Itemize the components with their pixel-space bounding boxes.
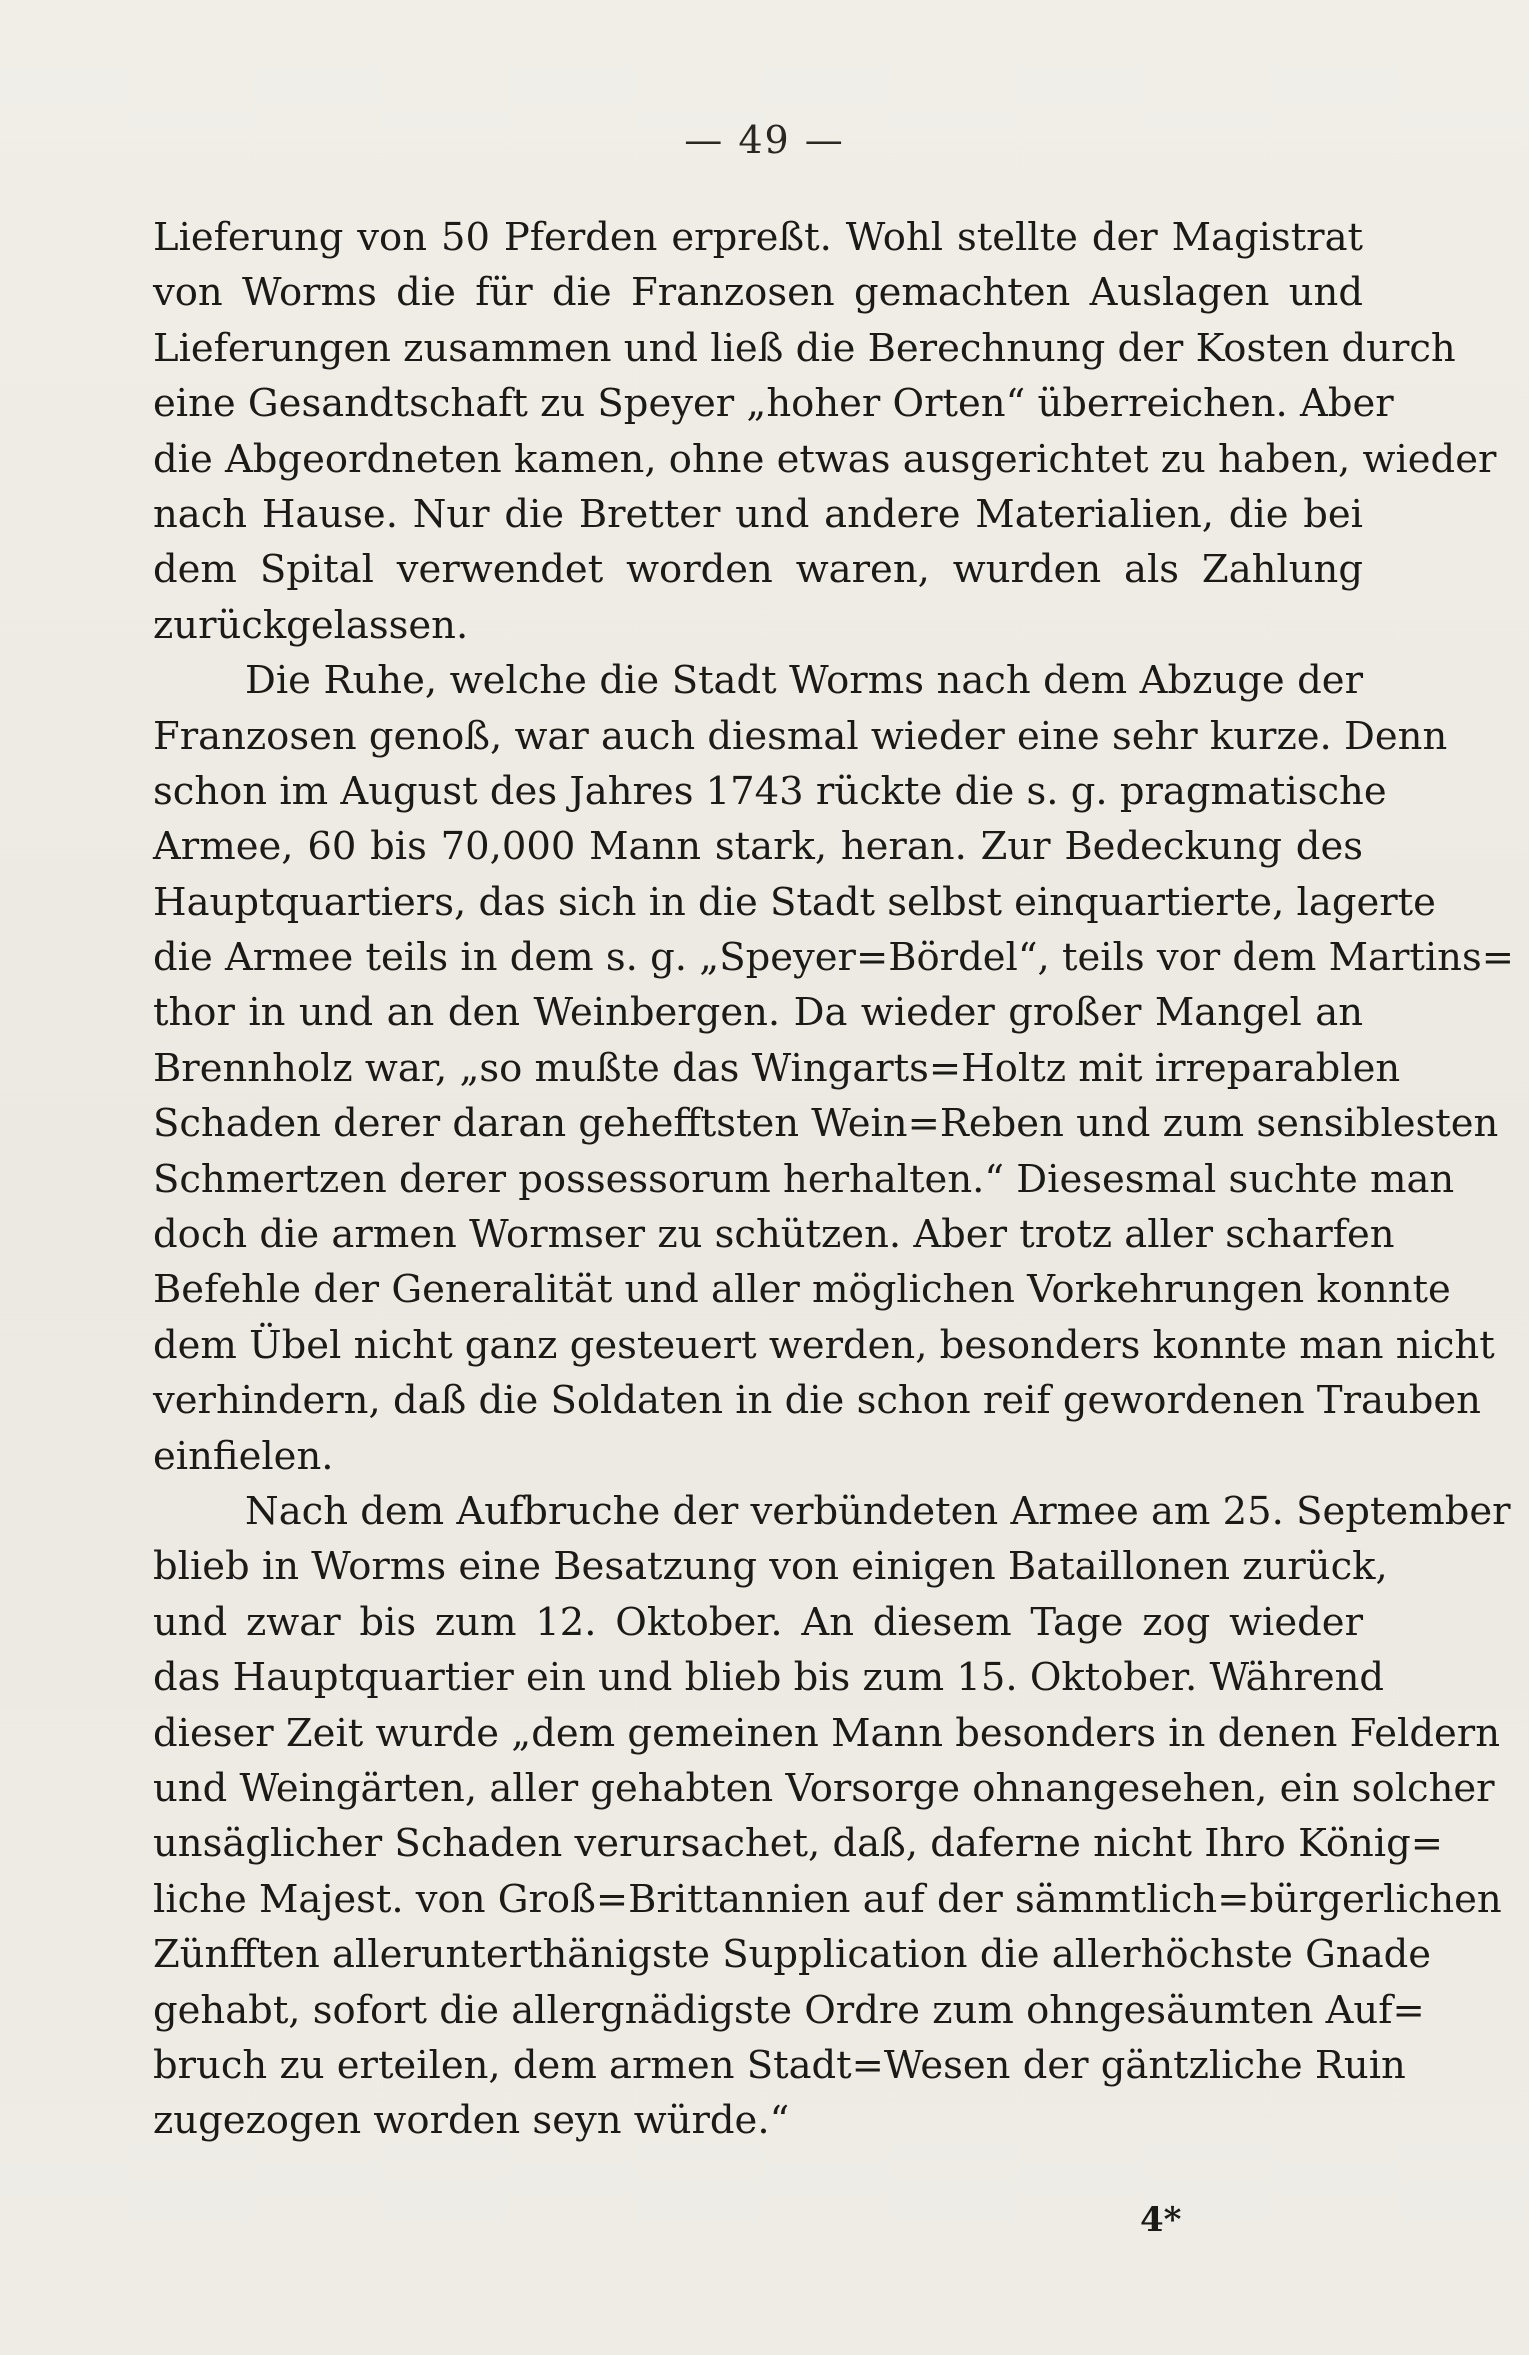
text-line: das Hauptquartier ein und blieb bis zum 15. Oktober. Während xyxy=(153,1655,1385,1701)
text-line: zurückgelassen. xyxy=(153,602,469,648)
text-line: einfielen. xyxy=(153,1433,334,1479)
text-line: Franzosen genoß, war auch diesmal wieder eine sehr kurze. Denn xyxy=(153,713,1448,759)
text-line: eine Gesandtschaft zu Speyer „hoher Orten“ überreichen. Aber xyxy=(153,381,1394,427)
text-line: unsäglicher Schaden verursachet, daß, daferne nicht Ihro König= xyxy=(153,1821,1444,1867)
text-line: verhindern, daß die Soldaten in die schon reif gewordenen Trauben xyxy=(153,1378,1481,1424)
paragraph-1 xyxy=(153,210,1497,653)
text-line: Schmertzen derer possessorum herhalten.“ Diesesmal suchte man xyxy=(153,1156,1455,1202)
text-line: dieser Zeit wurde „dem gemeinen Mann besonders in denen Feldern xyxy=(153,1710,1500,1756)
paragraph-3 xyxy=(153,1484,1511,2149)
text-line: Armee, 60 bis 70,000 Mann stark, heran. Zur Bedeckung des xyxy=(153,824,1363,870)
text-line: blieb in Worms eine Besatzung von einigen Bataillonen zurück, xyxy=(153,1544,1388,1590)
text-line: liche Majest. von Groß=Brittannien auf der sämmtlich=bürgerlichen xyxy=(153,1876,1502,1922)
text-line: gehabt, sofort die allergnädigste Ordre zum ohngesäumten Auf= xyxy=(153,1987,1425,2033)
text-line: Zünfften allerunterthänigste Supplication die allerhöchste Gnade xyxy=(153,1932,1432,1978)
text-line: Hauptquartiers, das sich in die Stadt selbst einquartierte, lagerte xyxy=(153,879,1436,925)
text-line: Brennholz war, „so mußte das Wingarts=Holtz mit irreparablen xyxy=(153,1045,1401,1091)
text-line: von Worms die für die Franzosen gemachten Auslagen und xyxy=(153,270,1363,316)
text-line: die Abgeordneten kamen, ohne etwas ausgerichtet zu haben, wieder xyxy=(153,436,1497,482)
text-line: bruch zu erteilen, dem armen Stadt=Wesen der gäntzliche Ruin xyxy=(153,2042,1406,2088)
text-line: schon im August des Jahres 1743 rückte die s. g. pragmatische xyxy=(153,768,1387,814)
body-text xyxy=(153,210,1514,2149)
text-line: dem Spital verwendet worden waren, wurden als Zahlung xyxy=(153,547,1363,593)
text-line: die Armee teils in dem s. g. „Speyer=Bördel“, teils vor dem Martins= xyxy=(153,935,1514,981)
text-line: Die Ruhe, welche die Stadt Worms nach dem Abzuge der xyxy=(245,658,1363,704)
text-line: Lieferungen zusammen und ließ die Berechnung der Kosten durch xyxy=(153,325,1456,371)
text-line: nach Hause. Nur die Bretter und andere Materialien, die bei xyxy=(153,491,1363,537)
page-number: — 49 — xyxy=(684,118,845,162)
text-line: und zwar bis zum 12. Oktober. An diesem Tage zog wieder xyxy=(153,1599,1363,1645)
paragraph-2 xyxy=(153,653,1514,1484)
text-line: und Weingärten, aller gehabten Vorsorge ohnangesehen, ein solcher xyxy=(153,1765,1495,1811)
text-line: dem Übel nicht ganz gesteuert werden, besonders konnte man nicht xyxy=(153,1322,1495,1368)
text-line: Schaden derer daran gehefftsten Wein=Reben und zum sensiblesten xyxy=(153,1101,1499,1147)
text-line: Nach dem Aufbruche der verbündeten Armee am 25. September xyxy=(245,1488,1511,1534)
text-line: doch die armen Wormser zu schützen. Aber trotz aller scharfen xyxy=(153,1212,1395,1258)
text-line: Befehle der Generalität und aller möglichen Vorkehrungen konnte xyxy=(153,1267,1451,1313)
text-line: thor in und an den Weinbergen. Da wieder großer Mangel an xyxy=(153,990,1363,1036)
text-line: zugezogen worden seyn würde.“ xyxy=(153,2098,790,2144)
signature-mark: 4* xyxy=(1140,2200,1182,2240)
text-line: Lieferung von 50 Pferden erpreßt. Wohl stellte der Magistrat xyxy=(153,215,1363,260)
